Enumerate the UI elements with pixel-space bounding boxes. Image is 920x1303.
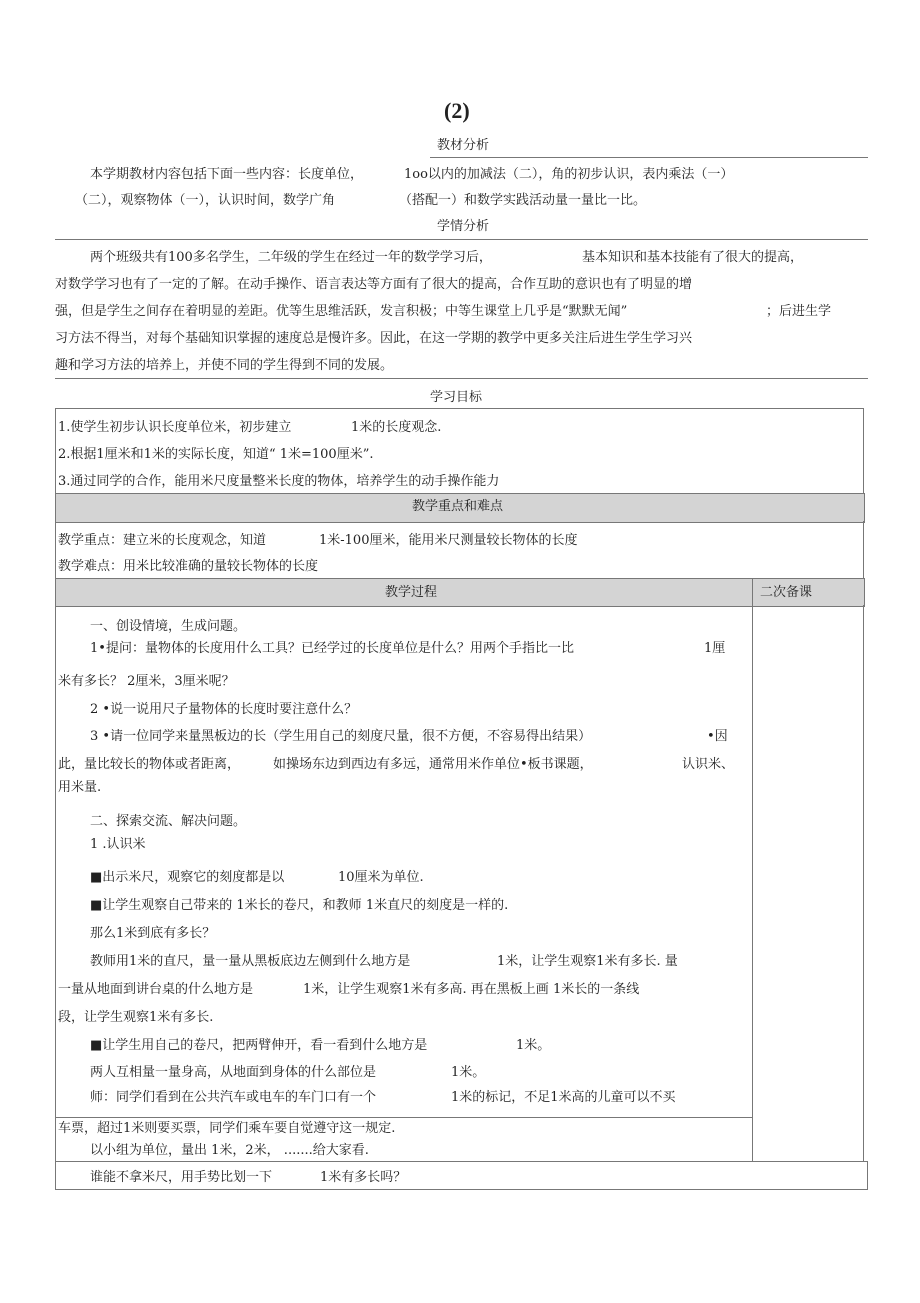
- paragraph-line: （二），观察物体（一），认识时间，数学广角: [75, 193, 336, 208]
- paragraph-line: 基本知识和基本技能有了很大的提高，: [582, 250, 804, 265]
- paragraph-line: 习方法不得当，对每个基础知识掌握的速度总是慢许多。因此，在这一学期的教学中更多关注后进生学生学习兴: [55, 331, 693, 346]
- section-heading-students: 学情分析: [437, 219, 490, 234]
- process-line: 二、探索交流、解决问题。: [90, 814, 247, 829]
- process-line: 教师用1米的直尺，量一量从黑板底边左侧到什么地方是: [90, 954, 411, 969]
- process-line: •因: [707, 729, 728, 744]
- process-line: 3 •请一位同学来量黑板边的长（学生用自己的刻度尺量，很不方便，不容易得出结果）: [90, 729, 592, 744]
- table-border: [55, 605, 56, 1161]
- process-line: 师：同学们看到在公共汽车或电车的车门口有一个: [90, 1090, 377, 1105]
- process-line: ■让学生观察自己带来的 1米长的卷尺，和教师 1米直尺的刻度是一样的.: [90, 898, 509, 913]
- process-line: 此，量比较长的物体或者距离，: [58, 757, 241, 772]
- paragraph-line: （搭配一）和数学实践活动量一量比一比。: [399, 193, 647, 208]
- divider: [55, 1117, 752, 1118]
- table-border: [55, 1161, 868, 1162]
- process-line: 用米量.: [58, 780, 102, 795]
- process-line: 如操场东边到西边有多远，通常用米作单位•板书课题，: [273, 757, 593, 772]
- goal-item: 1米的长度观念.: [351, 420, 442, 435]
- goal-item: 1.使学生初步认识长度单位米，初步建立: [58, 420, 292, 435]
- table-border: [55, 521, 56, 578]
- paragraph-line: 1oo以内的加减法（二），角的初步认识，表内乘法（一）: [404, 167, 734, 182]
- process-line: 1米，让学生观察1米有多高. 再在黑板上画 1米长的一条线: [303, 982, 640, 997]
- table-border: [55, 408, 56, 493]
- column-divider: [752, 578, 753, 1161]
- process-line: ■让学生用自己的卷尺，把两臂伸开，看一看到什么地方是: [90, 1038, 428, 1053]
- side-column-heading: 二次备课: [760, 585, 813, 600]
- key-point-text: 1米-100厘米，能用米尺测量较长物体的长度: [319, 533, 578, 548]
- paragraph-line: 强，但是学生之间存在着明显的差距。优等生思维活跃，发言积极；中等生课堂上几乎是“默默无闻”: [55, 304, 628, 319]
- process-line: 1米有多长吗？: [320, 1170, 407, 1185]
- section-heading-key: 教学重点和难点: [412, 499, 504, 514]
- process-line: 一量从地面到讲台桌的什么地方是: [58, 982, 254, 997]
- paragraph-line: 对数学学习也有了一定的了解。在动手操作、语言表达等方面有了很大的提高，合作互助的意识也有了明显的增: [55, 277, 693, 292]
- table-border: [863, 605, 864, 1161]
- process-line: 1厘: [704, 641, 726, 656]
- process-line: 一、创设情境，生成问题。: [90, 619, 247, 634]
- process-line: 车票，超过1米则要买票，同学们乘车要自觉遵守这一规定.: [58, 1121, 396, 1136]
- key-point-text: 教学重点：建立米的长度观念，知道: [58, 533, 267, 548]
- process-line: 两人互相量一量身高，从地面到身体的什么部位是: [90, 1065, 377, 1080]
- table-border: [867, 1161, 868, 1189]
- page-title: (2): [444, 98, 470, 123]
- process-line: 1米，让学生观察1米有多长. 量: [497, 954, 678, 969]
- table-border: [55, 1189, 868, 1190]
- process-line: 1米。: [451, 1065, 486, 1080]
- table-border: [863, 521, 864, 578]
- process-line: 2 •说一说用尺子量物体的长度时要注意什么？: [90, 702, 358, 717]
- section-heading-goals: 学习目标: [430, 390, 483, 405]
- process-line: 1米。: [516, 1038, 551, 1053]
- divider: [55, 239, 868, 240]
- table-border: [55, 1161, 56, 1189]
- process-line: 谁能不拿米尺，用手势比划一下: [90, 1170, 273, 1185]
- paragraph-line: 趣和学习方法的培养上，并使不同的学生得到不同的发展。: [55, 358, 394, 373]
- section-band-process: [55, 578, 865, 607]
- divider: [55, 378, 868, 379]
- process-line: 1米的标记，不足1米高的儿童可以不买: [451, 1090, 676, 1105]
- process-line: 认识米、: [682, 757, 735, 772]
- table-border: [55, 408, 863, 409]
- process-line: 1 .认识米: [90, 837, 146, 852]
- paragraph-line: 本学期教材内容包括下面一些内容：长度单位，: [90, 167, 364, 182]
- paragraph-line: ；后进生学: [766, 304, 832, 319]
- process-line: 米有多长？ 2厘米，3厘米呢？: [58, 674, 235, 689]
- difficulty-text: 教学难点：用米比较准确的量较长物体的长度: [58, 559, 319, 574]
- section-heading-process: 教学过程: [385, 585, 438, 600]
- table-border: [863, 408, 864, 493]
- goal-item: 3.通过同学的合作，能用米尺度量整米长度的物体，培养学生的动手操作能力: [58, 474, 500, 489]
- process-line: 1•提问：量物体的长度用什么工具？已经学过的长度单位是什么？用两个手指比一比: [90, 641, 574, 656]
- divider: [430, 157, 868, 158]
- paragraph-line: 两个班级共有100多名学生，二年级的学生在经过一年的数学学习后，: [90, 250, 492, 265]
- process-line: ■出示米尺，观察它的刻度都是以: [90, 870, 285, 885]
- process-line: 以小组为单位，量出 1米，2米， .......给大家看.: [90, 1143, 369, 1158]
- process-line: 段，让学生观察1米有多长.: [58, 1010, 214, 1025]
- process-line: 10厘米为单位.: [338, 870, 424, 885]
- goal-item: 2.根据1厘米和1米的实际长度，知道“ 1米=100厘米”.: [58, 447, 374, 462]
- section-heading-textbook: 教材分析: [437, 138, 490, 153]
- process-line: 那么1米到底有多长？: [90, 926, 216, 941]
